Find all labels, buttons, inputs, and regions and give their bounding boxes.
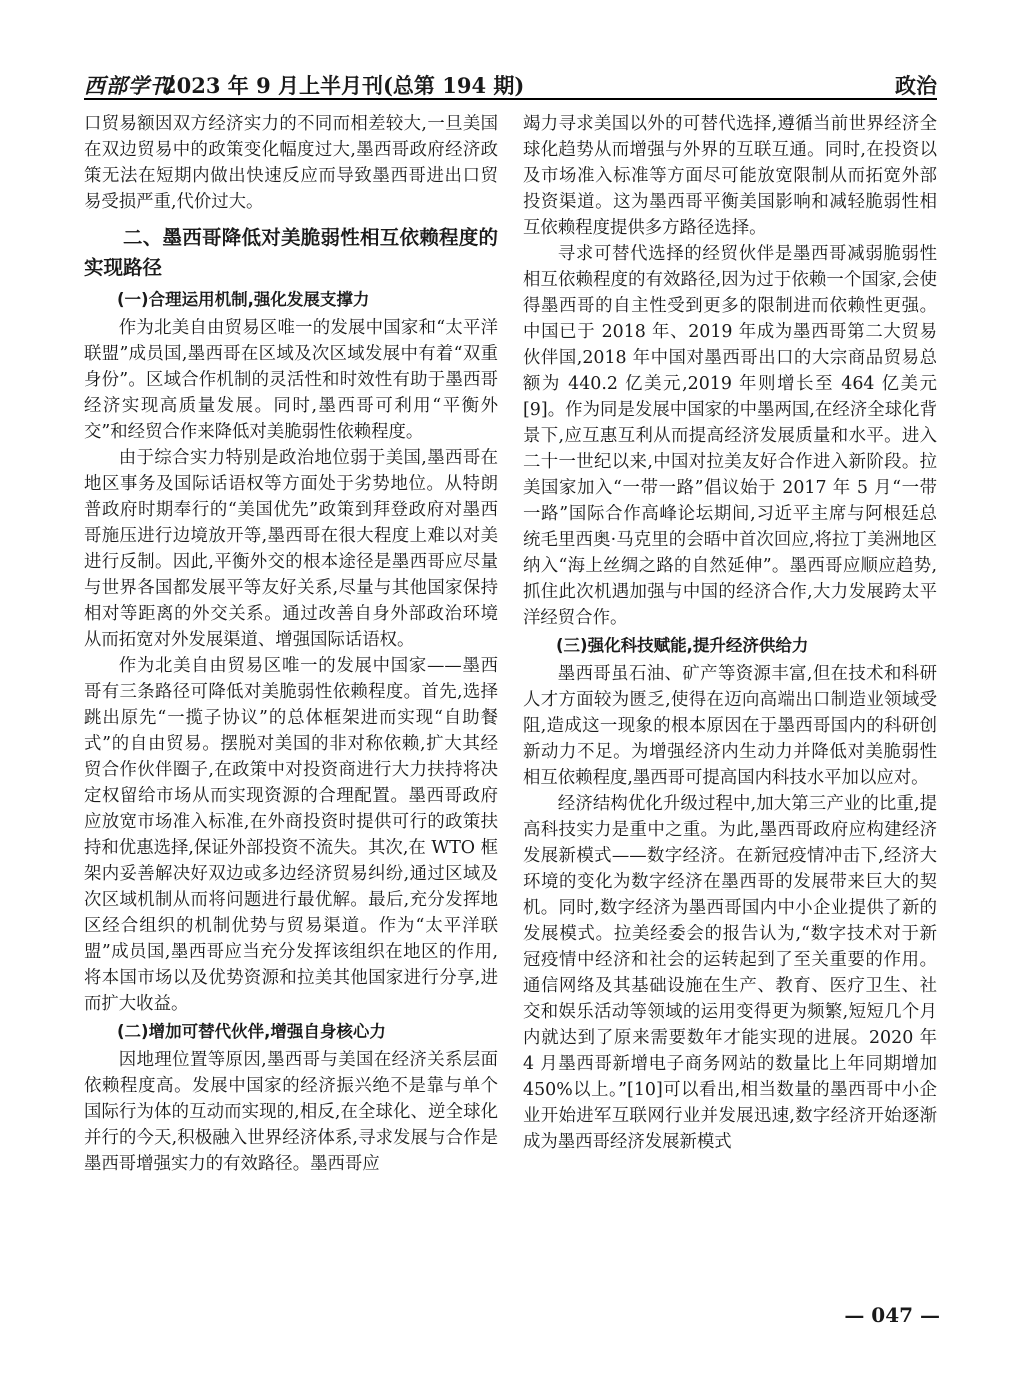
subsection-heading: (一)合理运用机制,强化发展支撑力 — [117, 290, 370, 309]
paragraph: 由于综合实力特别是政治地位弱于美国,墨西哥在地区事务及国际话语权等方面处于劣势地位。从特朗普政府时期奉行的“美国优先”政策到拜登政府对墨西哥施压进行边境放开等,墨西哥在很大程度上难以对美进行反制。因此,平衡外交的根本途径是墨西哥应尽量与世界各国都发展平等友好关系,尽量与其他国家保持相对等距离的外交关系。通过改善自身外部政治环境从而拓宽对外发展渠道、增强国际话语权。 — [84, 448, 498, 650]
subsection-heading: (二)增加可替代伙伴,增强自身核心力 — [117, 1022, 386, 1041]
paragraph: 寻求可替代选择的经贸伙伴是墨西哥减弱脆弱性相互依赖程度的有效路径,因为过于依赖一个国家,会使得墨西哥的自主性受到更多的限制进而依赖性更强。中国已于 2018 年、2019 年成为墨西哥第二大贸易伙伴国,2018 年中国对墨西哥出口的大宗商品贸易总额为 440.2 亿美元,2019 年则增长至 464 亿美元[9]。作为同是发展中国家的中墨两国,在经济全球化背景下,应互惠互利从而提高经济发展质量和水平。进入二十一世纪以来,中国对拉美友好合作进入新阶段。拉美国家加入“一带一路”倡议始于 2017 年 5 月“一带一路”国际合作高峰论坛期间,习近平主席与阿根廷总统毛里西奥·马克里的会晤中首次回应,将拉丁美洲地区纳入“海上丝绸之路的自然延伸”。墨西哥应顺应趋势,抓住此次机遇加强与中国的经济合作,大力发展跨太平洋经贸合作。 — [523, 244, 937, 628]
issue-info: 2023 年 9 月上半月刊(总第 194 期) — [162, 73, 525, 98]
subsection-heading: (三)强化科技赋能,提升经济供给力 — [556, 636, 809, 655]
paragraph: 竭力寻求美国以外的可替代选择,遵循当前世界经济全球化趋势从而增强与外界的互联互通。同时,在投资以及市场准入标准等方面尽可能放宽限制从而拓宽外部投资渠道。这为墨西哥平衡美国影响和减轻脆弱性相互依赖程度提供多方路径选择。 — [523, 114, 937, 238]
page-header — [84, 68, 937, 100]
paragraph: 作为北美自由贸易区唯一的发展中国家——墨西哥有三条路径可降低对美脆弱性依赖程度。首先,选择跳出原先“一揽子协议”的总体框架进而实现“自助餐式”的自由贸易。摆脱对美国的非对称依赖,扩大其经贸合作伙伴圈子,在政策中对投资商进行大力扶持将决定权留给市场从而实现资源的合理配置。墨西哥政府应放宽市场准入标准,在外商投资时提供可行的政策扶持和优惠选择,保证外部投资不流失。其次,在 WTO 框架内妥善解决好双边或多边经济贸易纠纷,通过区域及次区域机制从而将问题进行最优解。最后,充分发挥地区经合组织的机制优势与贸易渠道。作为“太平洋联盟”成员国,墨西哥应当充分发挥该组织在地区的作用,将本国市场以及优势资源和拉美其他国家进行分享,进而扩大收益。 — [84, 656, 498, 1014]
journal-logo: 西部学刊 — [84, 73, 172, 98]
left-column — [84, 111, 498, 1301]
header-rule — [84, 98, 937, 100]
page-number: — 047 — — [844, 1303, 940, 1327]
paragraph: 墨西哥虽石油、矿产等资源丰富,但在技术和科研人才方面较为匮乏,使得在迈向高端出口制造业领域受阻,造成这一现象的根本原因在于墨西哥国内的科研创新动力不足。为增强经济内生动力并降低对美脆弱性相互依赖程度,墨西哥可提高国内科技水平加以应对。 — [523, 664, 937, 788]
paragraph: 口贸易额因双方经济实力的不同而相差较大,一旦美国在双边贸易中的政策变化幅度过大,墨西哥政府经济政策无法在短期内做出快速反应而导致墨西哥进出口贸易受损严重,代价过大。 — [84, 114, 498, 212]
paragraph: 作为北美自由贸易区唯一的发展中国家和“太平洋联盟”成员国,墨西哥在区域及次区域发展中有着“双重身份”。区域合作机制的灵活性和时效性有助于墨西哥经济实现高质量发展。同时,墨西哥可利用“平衡外交”和经贸合作来降低对美脆弱性依赖程度。 — [84, 318, 498, 442]
right-column — [523, 111, 937, 1301]
section-name: 政治 — [895, 73, 937, 98]
paragraph: 经济结构优化升级过程中,加大第三产业的比重,提高科技实力是重中之重。为此,墨西哥政府应构建经济发展新模式——数字经济。在新冠疫情冲击下,经济大环境的变化为数字经济在墨西哥的发展带来巨大的契机。同时,数字经济为墨西哥国内中小企业提供了新的发展模式。拉美经委会的报告认为,“数字技术对于新冠疫情中经济和社会的运转起到了至关重要的作用。通信网络及其基础设施在生产、教育、医疗卫生、社交和娱乐活动等领域的运用变得更为频繁,短短几个月内就达到了原来需要数年才能实现的进展。2020 年 4 月墨西哥新增电子商务网站的数量比上年同期增加 450%以上。”[10]可以看出,相当数量的墨西哥中小企业开始进军互联网行业并发展迅速,数字经济开始逐渐成为墨西哥经济发展新模式 — [523, 794, 937, 1152]
section-heading: 二、墨西哥降低对美脆弱性相互依赖程度的实现路径 — [84, 226, 498, 279]
paragraph: 因地理位置等原因,墨西哥与美国在经济关系层面依赖程度高。发展中国家的经济振兴绝不是靠与单个国际行为体的互动而实现的,相反,在全球化、逆全球化并行的今天,积极融入世界经济体系,寻求发展与合作是墨西哥增强实力的有效路径。墨西哥应 — [84, 1050, 498, 1174]
